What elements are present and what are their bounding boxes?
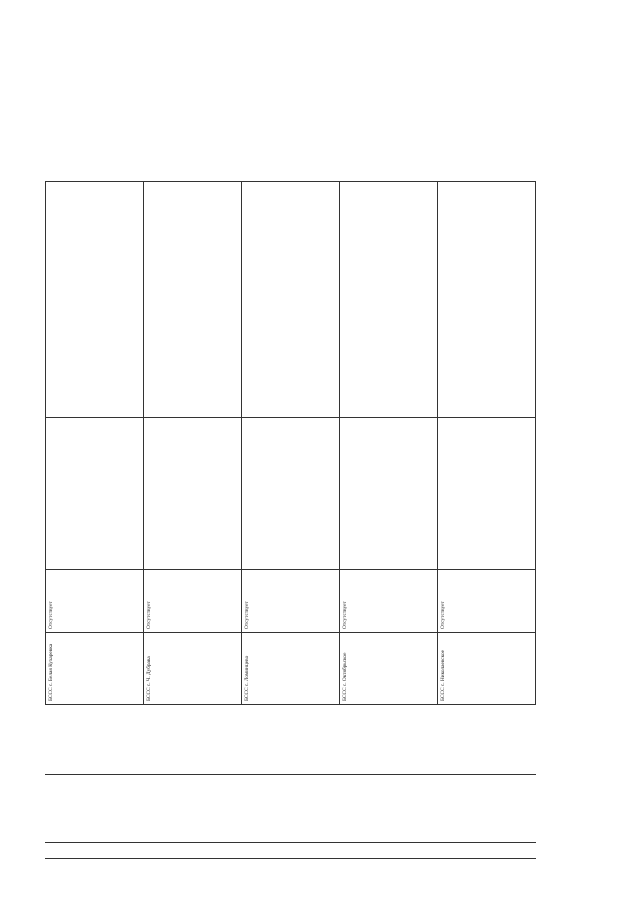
tech-loss-description-cell [144, 418, 242, 570]
presence-cell: Отсутствует [46, 570, 144, 633]
target-loss-description-cell [46, 182, 144, 418]
tech-loss-description-cell [46, 418, 144, 570]
substation-name-cell: БССС с. Николаевское [438, 633, 536, 705]
target-loss-description-cell [144, 182, 242, 418]
substation-name-cell: БССС с. Белая Кухаревка [46, 633, 144, 705]
target-loss-description-cell [242, 182, 340, 418]
substation-name-cell: БССС с. Ломинцево [242, 633, 340, 705]
substation-name-cell: БССС с. Октябрьское [340, 633, 438, 705]
tech-loss-description-cell [340, 418, 438, 570]
target-loss-description-cell [438, 182, 536, 418]
table-row [242, 182, 340, 705]
presence-cell: Отсутствует [242, 570, 340, 633]
horizontal-rule [45, 774, 536, 775]
presence-cell: Отсутствует [144, 570, 242, 633]
horizontal-rule [45, 842, 536, 843]
table-row [438, 182, 536, 705]
presence-cell: Отсутствует [438, 570, 536, 633]
tech-loss-description-cell [242, 418, 340, 570]
substation-name-cell: БССС с. Ч. Дубрава [144, 633, 242, 705]
presence-cell: Отсутствует [340, 570, 438, 633]
table-row [144, 182, 242, 705]
table-row [340, 182, 438, 705]
substation-table [45, 181, 536, 705]
horizontal-rule [45, 858, 536, 859]
rotated-table-container [45, 182, 536, 705]
target-loss-description-cell [340, 182, 438, 418]
tech-loss-description-cell [438, 418, 536, 570]
table-row [46, 182, 144, 705]
